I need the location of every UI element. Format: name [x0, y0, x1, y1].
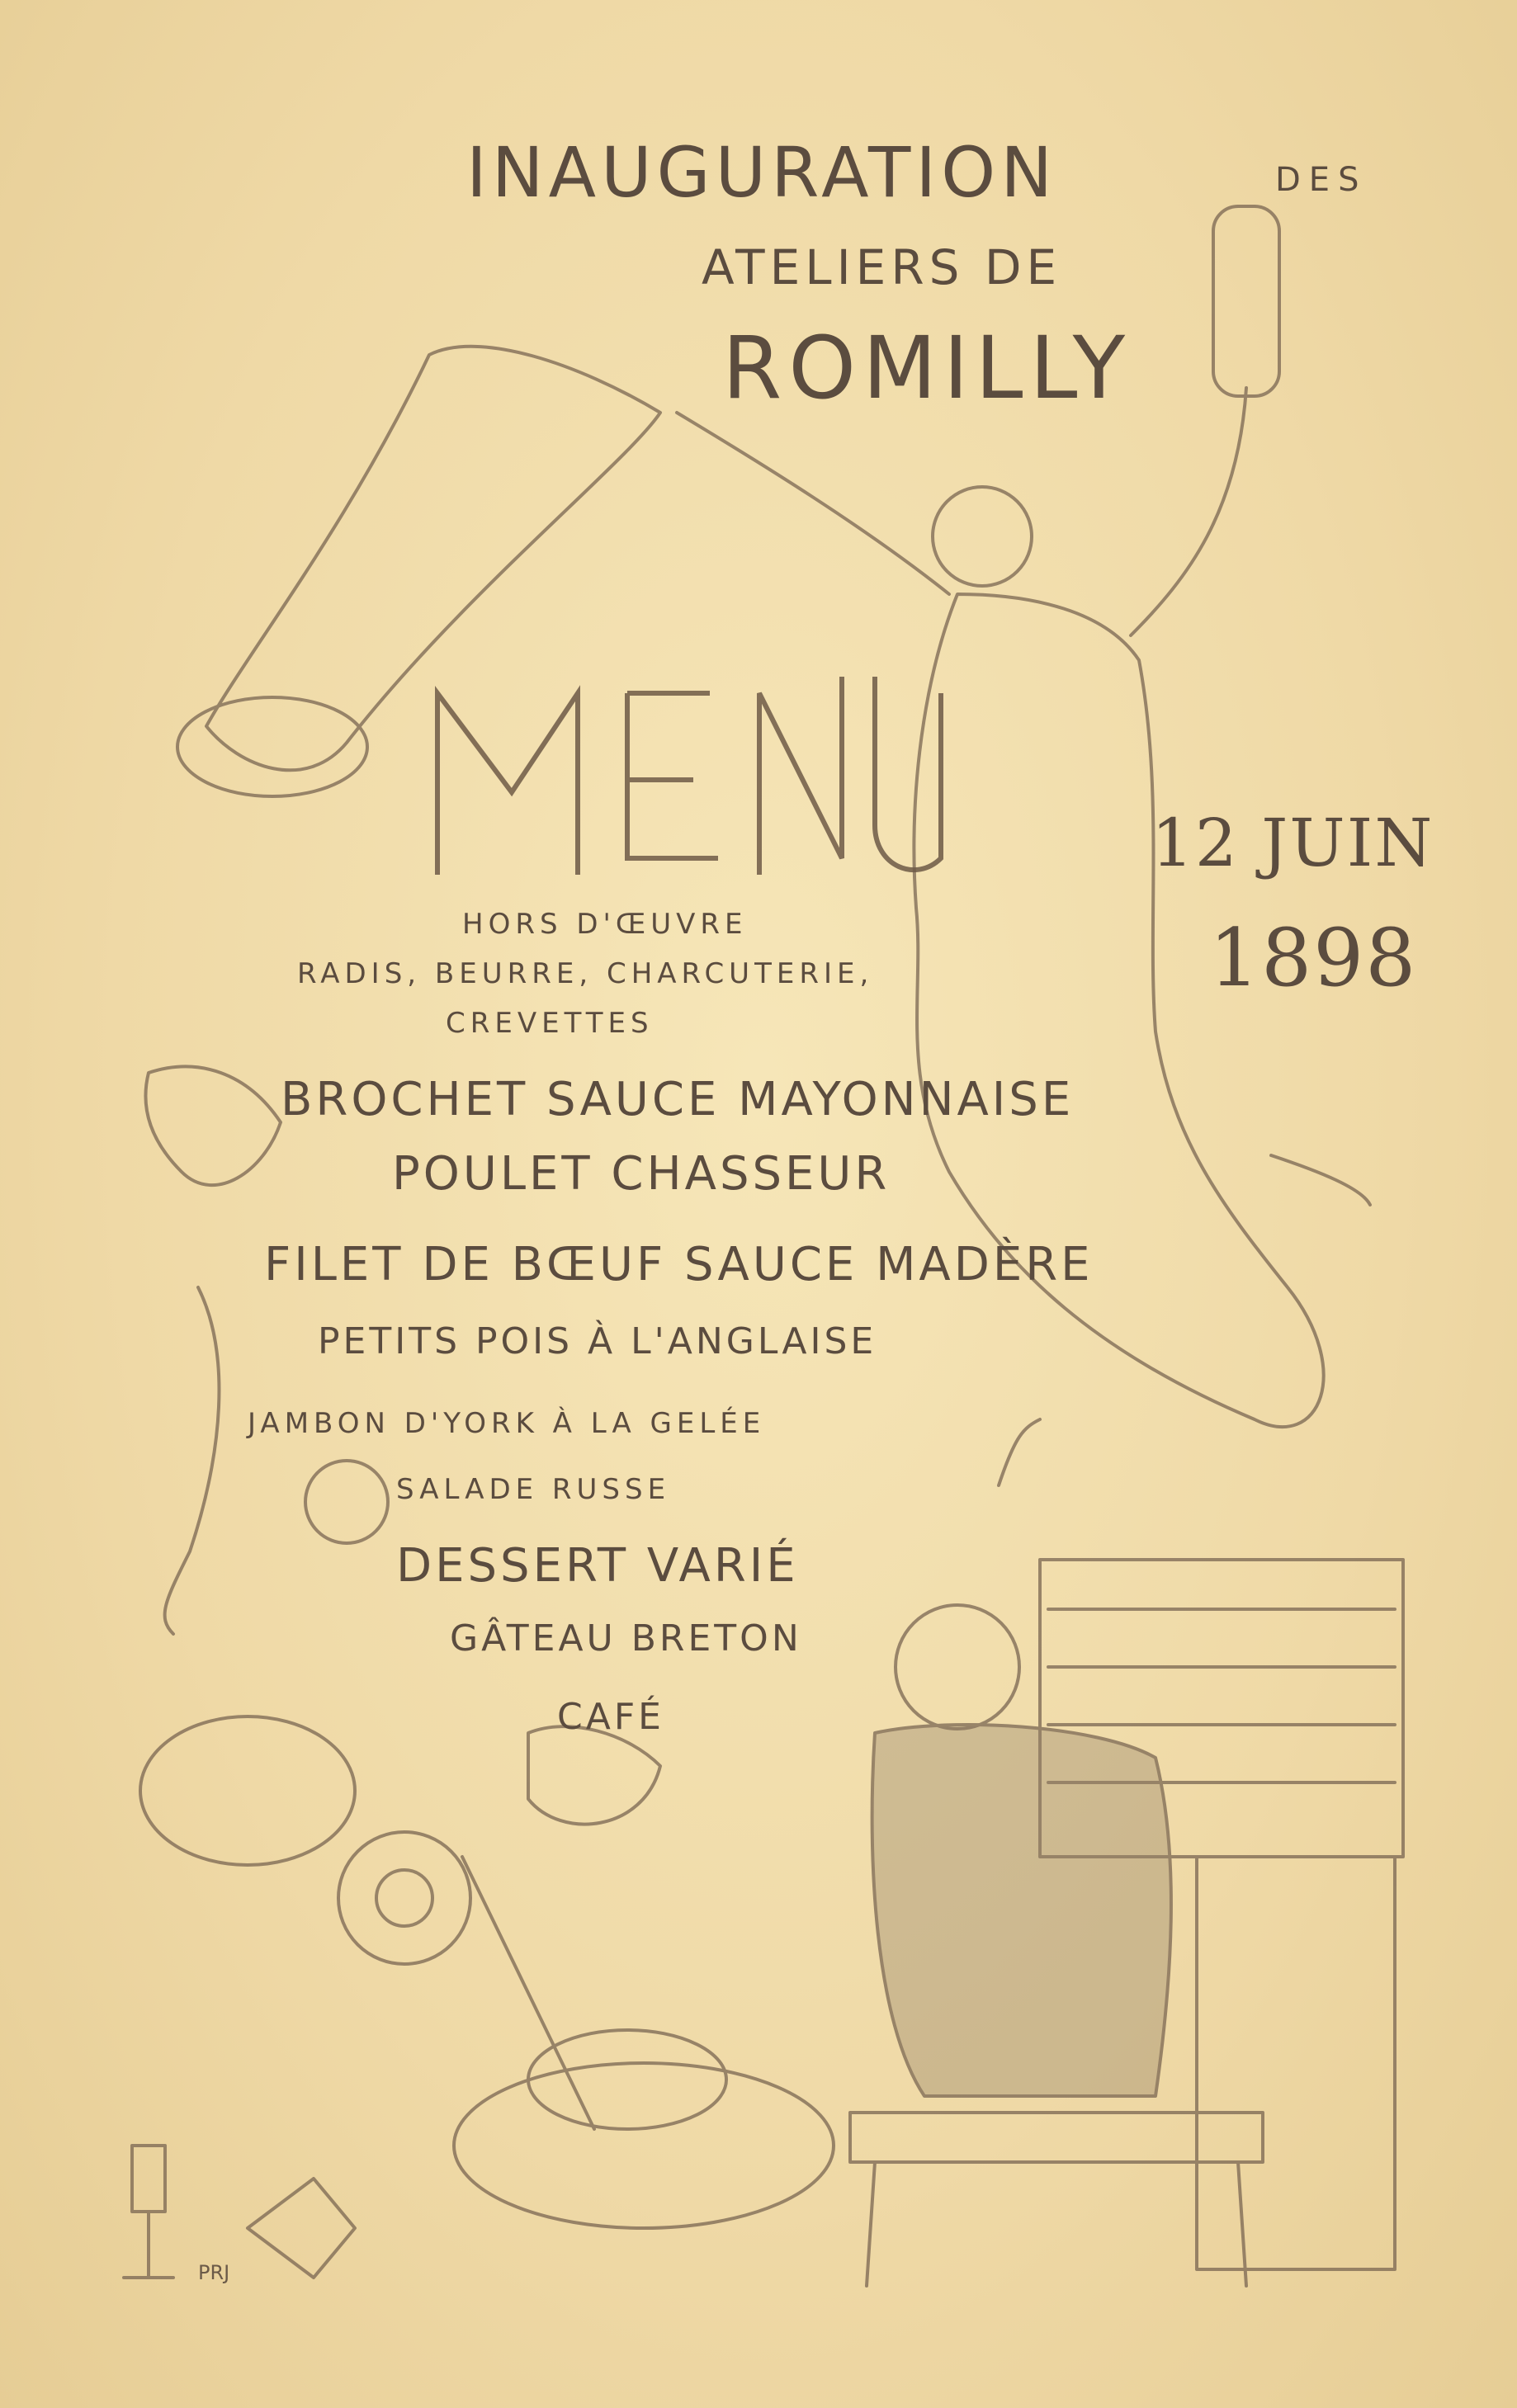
menu-item: BROCHET SAUCE MAYONNAISE — [281, 1073, 1075, 1126]
title-ateliers: ATELIERS DE — [702, 239, 1062, 295]
worker-body — [872, 1725, 1171, 2096]
lamp-small-drawing — [124, 2212, 173, 2278]
stocking-drawing — [206, 347, 660, 770]
woman-left-arm — [677, 413, 949, 594]
lamp-drawing — [1213, 206, 1279, 396]
worker-bench — [850, 2113, 1263, 2162]
menu-item: DESSERT VARIÉ — [396, 1539, 799, 1593]
worker-arm-up — [999, 1419, 1040, 1485]
basket-drawing — [528, 1726, 660, 1824]
menu-item: RADIS, BEURRE, CHARCUTERIE, — [297, 957, 874, 990]
title-romilly: ROMILLY — [722, 318, 1132, 418]
woman-head — [933, 487, 1032, 586]
stocking-cuff — [177, 697, 367, 796]
menu-item: GÂTEAU BRETON — [450, 1617, 802, 1660]
menu-item: PETITS POIS À L'ANGLAISE — [318, 1320, 877, 1362]
date-day: 12 JUIN — [1151, 805, 1434, 881]
boot-drawing — [248, 2179, 355, 2278]
menu-item: FILET DE BŒUF SAUCE MADÈRE — [264, 1238, 1094, 1291]
corset-drawing — [140, 1716, 355, 1865]
menu-item: CREVETTES — [446, 1007, 654, 1040]
corset-lace-drawing — [165, 1287, 220, 1634]
date-year: 1898 — [1209, 912, 1418, 1004]
menu-item: POULET CHASSEUR — [392, 1147, 891, 1201]
menu-item: JAMBON D'YORK À LA GELÉE — [248, 1407, 766, 1440]
menu-item: SALADE RUSSE — [396, 1473, 671, 1506]
woman-body — [914, 594, 1323, 1427]
woman-right-arm — [1131, 388, 1246, 635]
menu-title-lettering — [437, 677, 941, 875]
menu-item: CAFÉ — [557, 1696, 664, 1738]
ring-cushion-drawing — [338, 1832, 470, 1964]
hat-drawing — [454, 2063, 834, 2228]
title-des: DES — [1275, 161, 1368, 199]
menu-item: HORS D'ŒUVRE — [462, 908, 748, 941]
bag-drawing — [145, 1067, 281, 1186]
artist-signature: PRJ — [198, 2261, 230, 2284]
worker-head — [896, 1605, 1019, 1729]
title-inauguration: INAUGURATION — [466, 132, 1058, 213]
cap-drawing — [305, 1461, 388, 1543]
